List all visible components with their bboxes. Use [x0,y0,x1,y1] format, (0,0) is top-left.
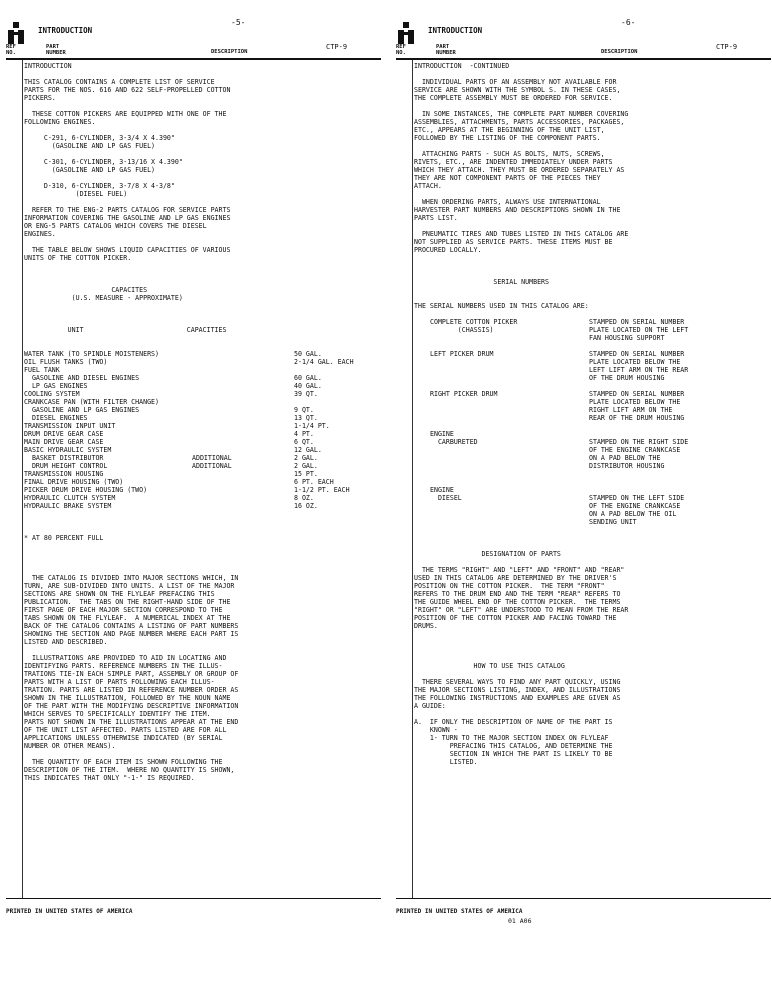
capacity-row [24,398,379,406]
serial-location: ON A PAD BELOW THE [589,454,661,462]
capacity-unit: DRUM DRIVE GEAR CASE [24,430,104,438]
text-line [414,142,769,150]
text-line: INFORMATION COVERING THE GASOLINE AND LP GAS ENGINES [24,214,231,222]
text-line [414,310,769,318]
text-line [24,550,379,558]
text-line: IDENTIFYING PARTS. REFERENCE NUMBERS IN THE ILLUS- [24,662,223,670]
text-line [24,334,379,342]
footer-rule [396,898,771,899]
capacity-unit: MAIN DRIVE GEAR CASE [24,438,104,446]
margin-rule [22,60,23,898]
text-line: SERVICE ARE SHOWN WITH THE SYMBOL S. IN THESE CASES, [414,86,621,94]
text-line: D-310, 6-CYLINDER, 3-7/8 X 4-3/8" [24,182,175,190]
capacity-unit: COOLING SYSTEM [24,390,80,398]
serial-location: ON A PAD BELOW THE OIL [589,510,677,518]
serial-location: RIGHT LIFT ARM ON THE [589,406,673,414]
serial-component: CARBURETED [430,438,478,446]
text-line: PARTS WITH A LIST OF PARTS FOLLOWING EACH ILLUS- [24,678,215,686]
margin-rule [412,60,413,898]
text-line: NUMBER OR OTHER MEANS). [24,742,116,750]
text-line [414,558,769,566]
capacity-unit: LP GAS ENGINES [24,382,88,390]
text-line: PUBLICATION. THE TABS ON THE RIGHT-HAND SIDE OF THE [24,598,231,606]
capacity-unit: BASIC HYDRAULIC SYSTEM [24,446,112,454]
text-line: THE MAJOR SECTIONS LISTING, INDEX, AND ILLUSTRATIONS [414,686,621,694]
capacity-unit: FINAL DRIVE HOUSING (TWO) [24,478,124,486]
text-line [24,302,379,310]
text-line: PNEUMATIC TIRES AND TUBES LISTED IN THIS CATALOG ARE [414,230,629,238]
text-line [414,630,769,638]
serial-row [414,382,769,390]
serial-row [414,366,769,374]
text-line: ASSEMBLIES, ATTACHMENTS, PARTS ACCESSORIES, PACKAGES, [414,118,625,126]
text-line: THE SERIAL NUMBERS USED IN THIS CATALOG ARE: [414,302,589,310]
text-line: ATTACH. [414,182,442,190]
text-line: TRATIONS TIE-IN EACH SIMPLE PART, ASSEMBLY OR GROUP OF [24,670,239,678]
capacity-row [24,382,379,390]
ih-logo-icon [8,22,24,44]
capacity-unit: HYDRAULIC CLUTCH SYSTEM [24,494,116,502]
capacity-row [24,478,379,486]
left-page [6,0,381,1000]
text-line: ILLUSTRATIONS ARE PROVIDED TO AID IN LOCATING AND [24,654,227,662]
footer-code: 01 A06 [508,917,532,925]
text-line [414,638,769,646]
text-line: FOLLOWING ENGINES. [24,118,96,126]
text-line: (U.S. MEASURE - APPROXIMATE) [24,294,183,302]
text-line: THE CATALOG IS DIVIDED INTO MAJOR SECTIONS WHICH, IN [24,574,239,582]
capacity-row [24,454,379,462]
capacity-row [24,446,379,454]
serial-row [414,486,769,494]
text-line [414,294,769,302]
text-line: (DIESEL FUEL) [24,190,128,198]
text-line [414,190,769,198]
serial-component: ENGINE [430,486,454,494]
capacity-value: 2 GAL. [294,454,318,462]
serial-row [414,358,769,366]
capacity-extra: ADDITIONAL [192,462,232,470]
text-line: WHICH THEY ATTACH. THEY MUST BE ORDERED SEPARATELY AS [414,166,625,174]
text-line [414,286,769,294]
serial-row [414,422,769,430]
capacity-value: 60 GAL. [294,374,322,382]
text-line: WHEN ORDERING PARTS, ALWAYS USE INTERNATIONAL [414,198,601,206]
capacity-value: 2-1/4 GAL. EACH [294,358,354,366]
text-line: UNITS OF THE COTTON PICKER. [24,254,132,262]
text-line: SECTION IN WHICH THE PART IS LIKELY TO BE [414,750,613,758]
page-number: -6- [621,18,636,27]
serial-location: OF THE ENGINE CRANKCASE [589,502,681,510]
text-line [24,278,379,286]
capacity-row [24,494,379,502]
text-line: TURN, ARE SUB-DIVIDED INTO UNITS. A LIST OF THE MAJOR [24,582,235,590]
serial-row [414,462,769,470]
right-body-text [414,62,769,766]
serial-location: STAMPED ON THE LEFT SIDE [589,494,685,502]
text-line: (GASOLINE AND LP GAS FUEL) [24,142,156,150]
text-line [24,198,379,206]
text-line: THE COMPLETE ASSEMBLY MUST BE ORDERED FOR SERVICE. [414,94,613,102]
text-line: C-301, 6-CYLINDER, 3-13/16 X 4.390" [24,158,183,166]
text-line: REFERS TO THE DRUM END AND THE TERM "REAR" REFERS TO [414,590,621,598]
left-body-text [24,62,379,782]
capacity-value: 50 GAL. [294,350,322,358]
text-line [24,126,379,134]
capacity-value: 40 GAL. [294,382,322,390]
text-line: FOLLOWED BY THE LISTING OF THE COMPONENT PARTS. [414,134,601,142]
ref-no-label: REF NO. [396,44,406,56]
text-line: UNIT CAPACITIES [24,326,227,334]
text-line [24,150,379,158]
text-line: INTRODUCTION -CONTINUED [414,62,510,70]
text-line: LISTED. [414,758,478,766]
footer-rule [6,898,381,899]
serial-row [414,446,769,454]
text-line [24,646,379,654]
section-title: INTRODUCTION [428,26,483,35]
capacity-row [24,486,379,494]
capacity-value: 39 QT. [294,390,318,398]
capacity-row [24,414,379,422]
ref-no-label: REF NO. [6,44,16,56]
text-line: "RIGHT" OR "LEFT" ARE UNDERSTOOD TO MEAN FROM THE REAR [414,606,629,614]
text-line: INDIVIDUAL PARTS OF AN ASSEMBLY NOT AVAILABLE FOR [414,78,617,86]
text-line [414,710,769,718]
capacity-row [24,358,379,366]
capacity-unit: GASOLINE AND LP GAS ENGINES [24,406,140,414]
serial-row [414,414,769,422]
capacity-row [24,470,379,478]
text-line: C-291, 6-CYLINDER, 3-3/4 X 4.390" [24,134,175,142]
serial-location: REAR OF THE DRUM HOUSING [589,414,685,422]
text-line: TABS SHOWN ON THE FLYLEAF. A NUMERICAL INDEX AT THE [24,614,231,622]
text-line: IN SOME INSTANCES, THE COMPLETE PART NUMBER COVERING [414,110,629,118]
text-line: * AT 80 PERCENT FULL [24,534,104,542]
serial-component: LEFT PICKER DRUM [430,350,494,358]
capacity-unit: DIESEL ENGINES [24,414,88,422]
serial-row [414,454,769,462]
serial-location: OF THE DRUM HOUSING [589,374,665,382]
serial-row [414,398,769,406]
text-line [414,254,769,262]
text-line: 1- TURN TO THE MAJOR SECTION INDEX ON FLYLEAF [414,734,609,742]
text-line: PROCURED LOCALLY. [414,246,482,254]
capacity-value: 1-1/2 PT. EACH [294,486,350,494]
text-line [24,318,379,326]
text-line: HOW TO USE THIS CATALOG [414,662,565,670]
section-title: INTRODUCTION [38,26,93,35]
text-line: FIRST PAGE OF EACH MAJOR SECTION CORRESPOND TO THE [24,606,223,614]
capacity-value: 15 PT. [294,470,318,478]
text-line [24,102,379,110]
text-line [24,342,379,350]
capacity-value: 1-1/4 PT. [294,422,330,430]
capacity-unit: DRUM HEIGHT CONTROL [24,462,108,470]
text-line: OF THE UNIT LIST AFFECTED. PARTS LISTED ARE FOR ALL [24,726,227,734]
text-line: LISTED AND DESCRIBED. [24,638,108,646]
part-number-label: PART NUMBER [436,44,456,56]
text-line: PARTS FOR THE NOS. 616 AND 622 SELF-PROPELLED COTTON [24,86,231,94]
capacity-row [24,350,379,358]
text-line: ENGINES. [24,230,56,238]
text-line: THE TABLE BELOW SHOWS LIQUID CAPACITIES OF VARIOUS [24,246,231,254]
capacity-unit: GASOLINE AND DIESEL ENGINES [24,374,140,382]
text-line [414,646,769,654]
text-line [24,262,379,270]
serial-row [414,326,769,334]
text-line [24,526,379,534]
right-page [396,0,771,1000]
serial-row [414,478,769,486]
text-line: DRUMS. [414,622,438,630]
capacity-unit: BASKET DISTRIBUTOR [24,454,104,462]
serial-row [414,510,769,518]
text-line: ETC., APPEARS AT THE BEGINNING OF THE UNIT LIST, [414,126,605,134]
serial-row [414,430,769,438]
serial-component: RIGHT PICKER DRUM [430,390,498,398]
capacity-extra: ADDITIONAL [192,454,232,462]
serial-location: PLATE LOCATED ON THE LEFT [589,326,689,334]
text-line: BACK OF THE CATALOG CONTAINS A LISTING OF PART NUMBERS [24,622,239,630]
footer-text: PRINTED IN UNITED STATES OF AMERICA [6,908,133,915]
text-line: A GUIDE: [414,702,446,710]
serial-location: OF THE ENGINE CRANKCASE [589,446,681,454]
text-line [414,542,769,550]
text-line: NOT SUPPLIED AS SERVICE PARTS. THESE ITEMS MUST BE [414,238,613,246]
description-label: DESCRIPTION [601,49,638,55]
serial-location: PLATE LOCATED BELOW THE [589,358,681,366]
description-label: DESCRIPTION [211,49,248,55]
text-line: CAPACITES [24,286,148,294]
capacity-value: 12 GAL. [294,446,322,454]
text-line: TRATION. PARTS ARE LISTED IN REFERENCE NUMBER ORDER AS [24,686,239,694]
text-line [24,566,379,574]
text-line [24,70,379,78]
capacity-row [24,422,379,430]
text-line [414,70,769,78]
ih-logo-icon [398,22,414,44]
capacity-value: 2 GAL. [294,462,318,470]
text-line: (GASOLINE AND LP GAS FUEL) [24,166,156,174]
text-line: WHICH SERVES TO SPECIFICALLY IDENTIFY THE ITEM. [24,710,211,718]
text-line: SECTIONS ARE SHOWN ON THE FLYLEAF PREFACING THIS [24,590,215,598]
header-rule [6,58,381,60]
text-line: THIS INDICATES THAT ONLY "-1-" IS REQUIRED. [24,774,195,782]
capacity-row [24,462,379,470]
capacity-value: 8 OZ. [294,494,314,502]
serial-row [414,406,769,414]
serial-component: (CHASSIS) [430,326,494,334]
catalog-code: CTP-9 [716,43,738,51]
serial-component: COMPLETE COTTON PICKER [430,318,518,326]
text-line: SHOWING THE SECTION AND PAGE NUMBER WHERE EACH PART IS [24,630,239,638]
serial-row [414,350,769,358]
text-line: THEY ARE NOT COMPONENT PARTS OF THE PIECES THEY [414,174,601,182]
text-line: THE QUANTITY OF EACH ITEM IS SHOWN FOLLOWING THE [24,758,223,766]
serial-location: STAMPED ON SERIAL NUMBER [589,350,685,358]
serial-row [414,318,769,326]
text-line [24,542,379,550]
capacity-row [24,502,379,510]
serial-row [414,502,769,510]
text-line: INTRODUCTION [24,62,72,70]
text-line: A. IF ONLY THE DESCRIPTION OF NAME OF THE PART IS [414,718,613,726]
capacity-value: 6 QT. [294,438,314,446]
text-line: THERE SEVERAL WAYS TO FIND ANY PART QUICKLY, USING [414,678,621,686]
serial-location: STAMPED ON THE RIGHT SIDE [589,438,689,446]
serial-row [414,334,769,342]
text-line: THE FOLLOWING INSTRUCTIONS AND EXAMPLES ARE GIVEN AS [414,694,621,702]
text-line [24,238,379,246]
text-line [24,750,379,758]
text-line [414,270,769,278]
text-line [24,310,379,318]
text-line: DESCRIPTION OF THE ITEM. WHERE NO QUANTITY IS SHOWN, [24,766,235,774]
capacity-value: 13 QT. [294,414,318,422]
text-line: SHOWN IN THE ILLUSTRATION, FOLLOWED BY THE NOUN NAME [24,694,231,702]
text-line [24,518,379,526]
capacity-row [24,438,379,446]
text-line: REFER TO THE ENG-2 PARTS CATALOG FOR SERVICE PARTS [24,206,231,214]
capacity-unit: FUEL TANK [24,366,60,374]
text-line: KNOWN - [414,726,458,734]
text-line: RIVETS, ETC., ARE INDENTED IMMEDIATELY UNDER PARTS [414,158,613,166]
text-line: PREFACING THIS CATALOG, AND DETERMINE THE [414,742,613,750]
part-number-label: PART NUMBER [46,44,66,56]
header-rule [396,58,771,60]
serial-row [414,374,769,382]
serial-location: SENDING UNIT [589,518,637,526]
text-line [414,534,769,542]
catalog-code: CTP-9 [326,43,348,51]
text-line [24,558,379,566]
serial-location: PLATE LOCATED BELOW THE [589,398,681,406]
serial-component: ENGINE [430,430,454,438]
capacity-unit: TRANSMISSION INPUT UNIT [24,422,116,430]
text-line: USED IN THIS CATALOG ARE DETERMINED BY THE DRIVER'S [414,574,617,582]
serial-location: FAN HOUSING SUPPORT [589,334,665,342]
text-line: THE GUIDE WHEEL END OF THE COTTON PICKER. THE TERMS [414,598,621,606]
serial-row [414,494,769,502]
capacity-row [24,406,379,414]
text-line [24,510,379,518]
capacity-row [24,390,379,398]
capacity-unit: HYDRAULIC BRAKE SYSTEM [24,502,112,510]
text-line: OF THE PART WITH THE MODIFYING DESCRIPTIVE INFORMATION [24,702,239,710]
text-line: HARVESTER PART NUMBERS AND DESCRIPTIONS SHOWN IN THE [414,206,621,214]
text-line [414,102,769,110]
text-line [24,174,379,182]
text-line [414,670,769,678]
text-line: PARTS LIST. [414,214,458,222]
serial-location: STAMPED ON SERIAL NUMBER [589,390,685,398]
text-line: OR ENG-5 PARTS CATALOG WHICH COVERS THE DIESEL [24,222,207,230]
capacity-value: 6 PT. EACH [294,478,334,486]
text-line: THIS CATALOG CONTAINS A COMPLETE LIST OF SERVICE [24,78,215,86]
text-line: APPLICATIONS UNLESS OTHERWISE INDICATED (BY SERIAL [24,734,223,742]
text-line: POSITION OF THE COTTON PICKER AND FACING TOWARD THE [414,614,617,622]
capacity-unit: WATER TANK (TO SPINDLE MOISTENERS) [24,350,159,358]
capacity-unit: PICKER DRUM DRIVE HOUSING (TWO) [24,486,148,494]
text-line [414,526,769,534]
serial-location: STAMPED ON SERIAL NUMBER [589,318,685,326]
text-line: PICKERS. [24,94,56,102]
text-line: ATTACHING PARTS - SUCH AS BOLTS, NUTS, SCREWS, [414,150,605,158]
serial-row [414,518,769,526]
text-line: SERIAL NUMBERS [414,278,549,286]
capacity-value: 16 OZ. [294,502,318,510]
capacity-unit: CRANKCASE PAN (WITH FILTER CHANGE) [24,398,159,406]
footer-text: PRINTED IN UNITED STATES OF AMERICA [396,908,523,915]
text-line [414,262,769,270]
serial-row [414,390,769,398]
serial-row [414,342,769,350]
text-line [414,222,769,230]
text-line: PARTS NOT SHOWN IN THE ILLUSTRATIONS APPEAR AT THE END [24,718,239,726]
text-line: DESIGNATION OF PARTS [414,550,561,558]
capacity-row [24,366,379,374]
serial-component: DIESEL [430,494,462,502]
capacity-value: 4 PT. [294,430,314,438]
serial-location: LEFT LIFT ARM ON THE REAR [589,366,689,374]
capacity-unit: TRANSMISSION HOUSING [24,470,104,478]
text-line: THE TERMS "RIGHT" AND "LEFT" AND "FRONT" AND "REAR" [414,566,625,574]
capacity-value: 9 QT. [294,406,314,414]
serial-row [414,470,769,478]
text-line: THESE COTTON PICKERS ARE EQUIPPED WITH ONE OF THE [24,110,227,118]
capacity-row [24,374,379,382]
page-number: -5- [231,18,246,27]
text-line: POSITION ON THE COTTON PICKER. THE TERM "FRONT" [414,582,605,590]
text-line [414,654,769,662]
text-line [24,270,379,278]
serial-row [414,438,769,446]
capacity-unit: OIL FLUSH TANKS (TWO) [24,358,108,366]
serial-location: DISTRIBUTOR HOUSING [589,462,665,470]
capacity-row [24,430,379,438]
